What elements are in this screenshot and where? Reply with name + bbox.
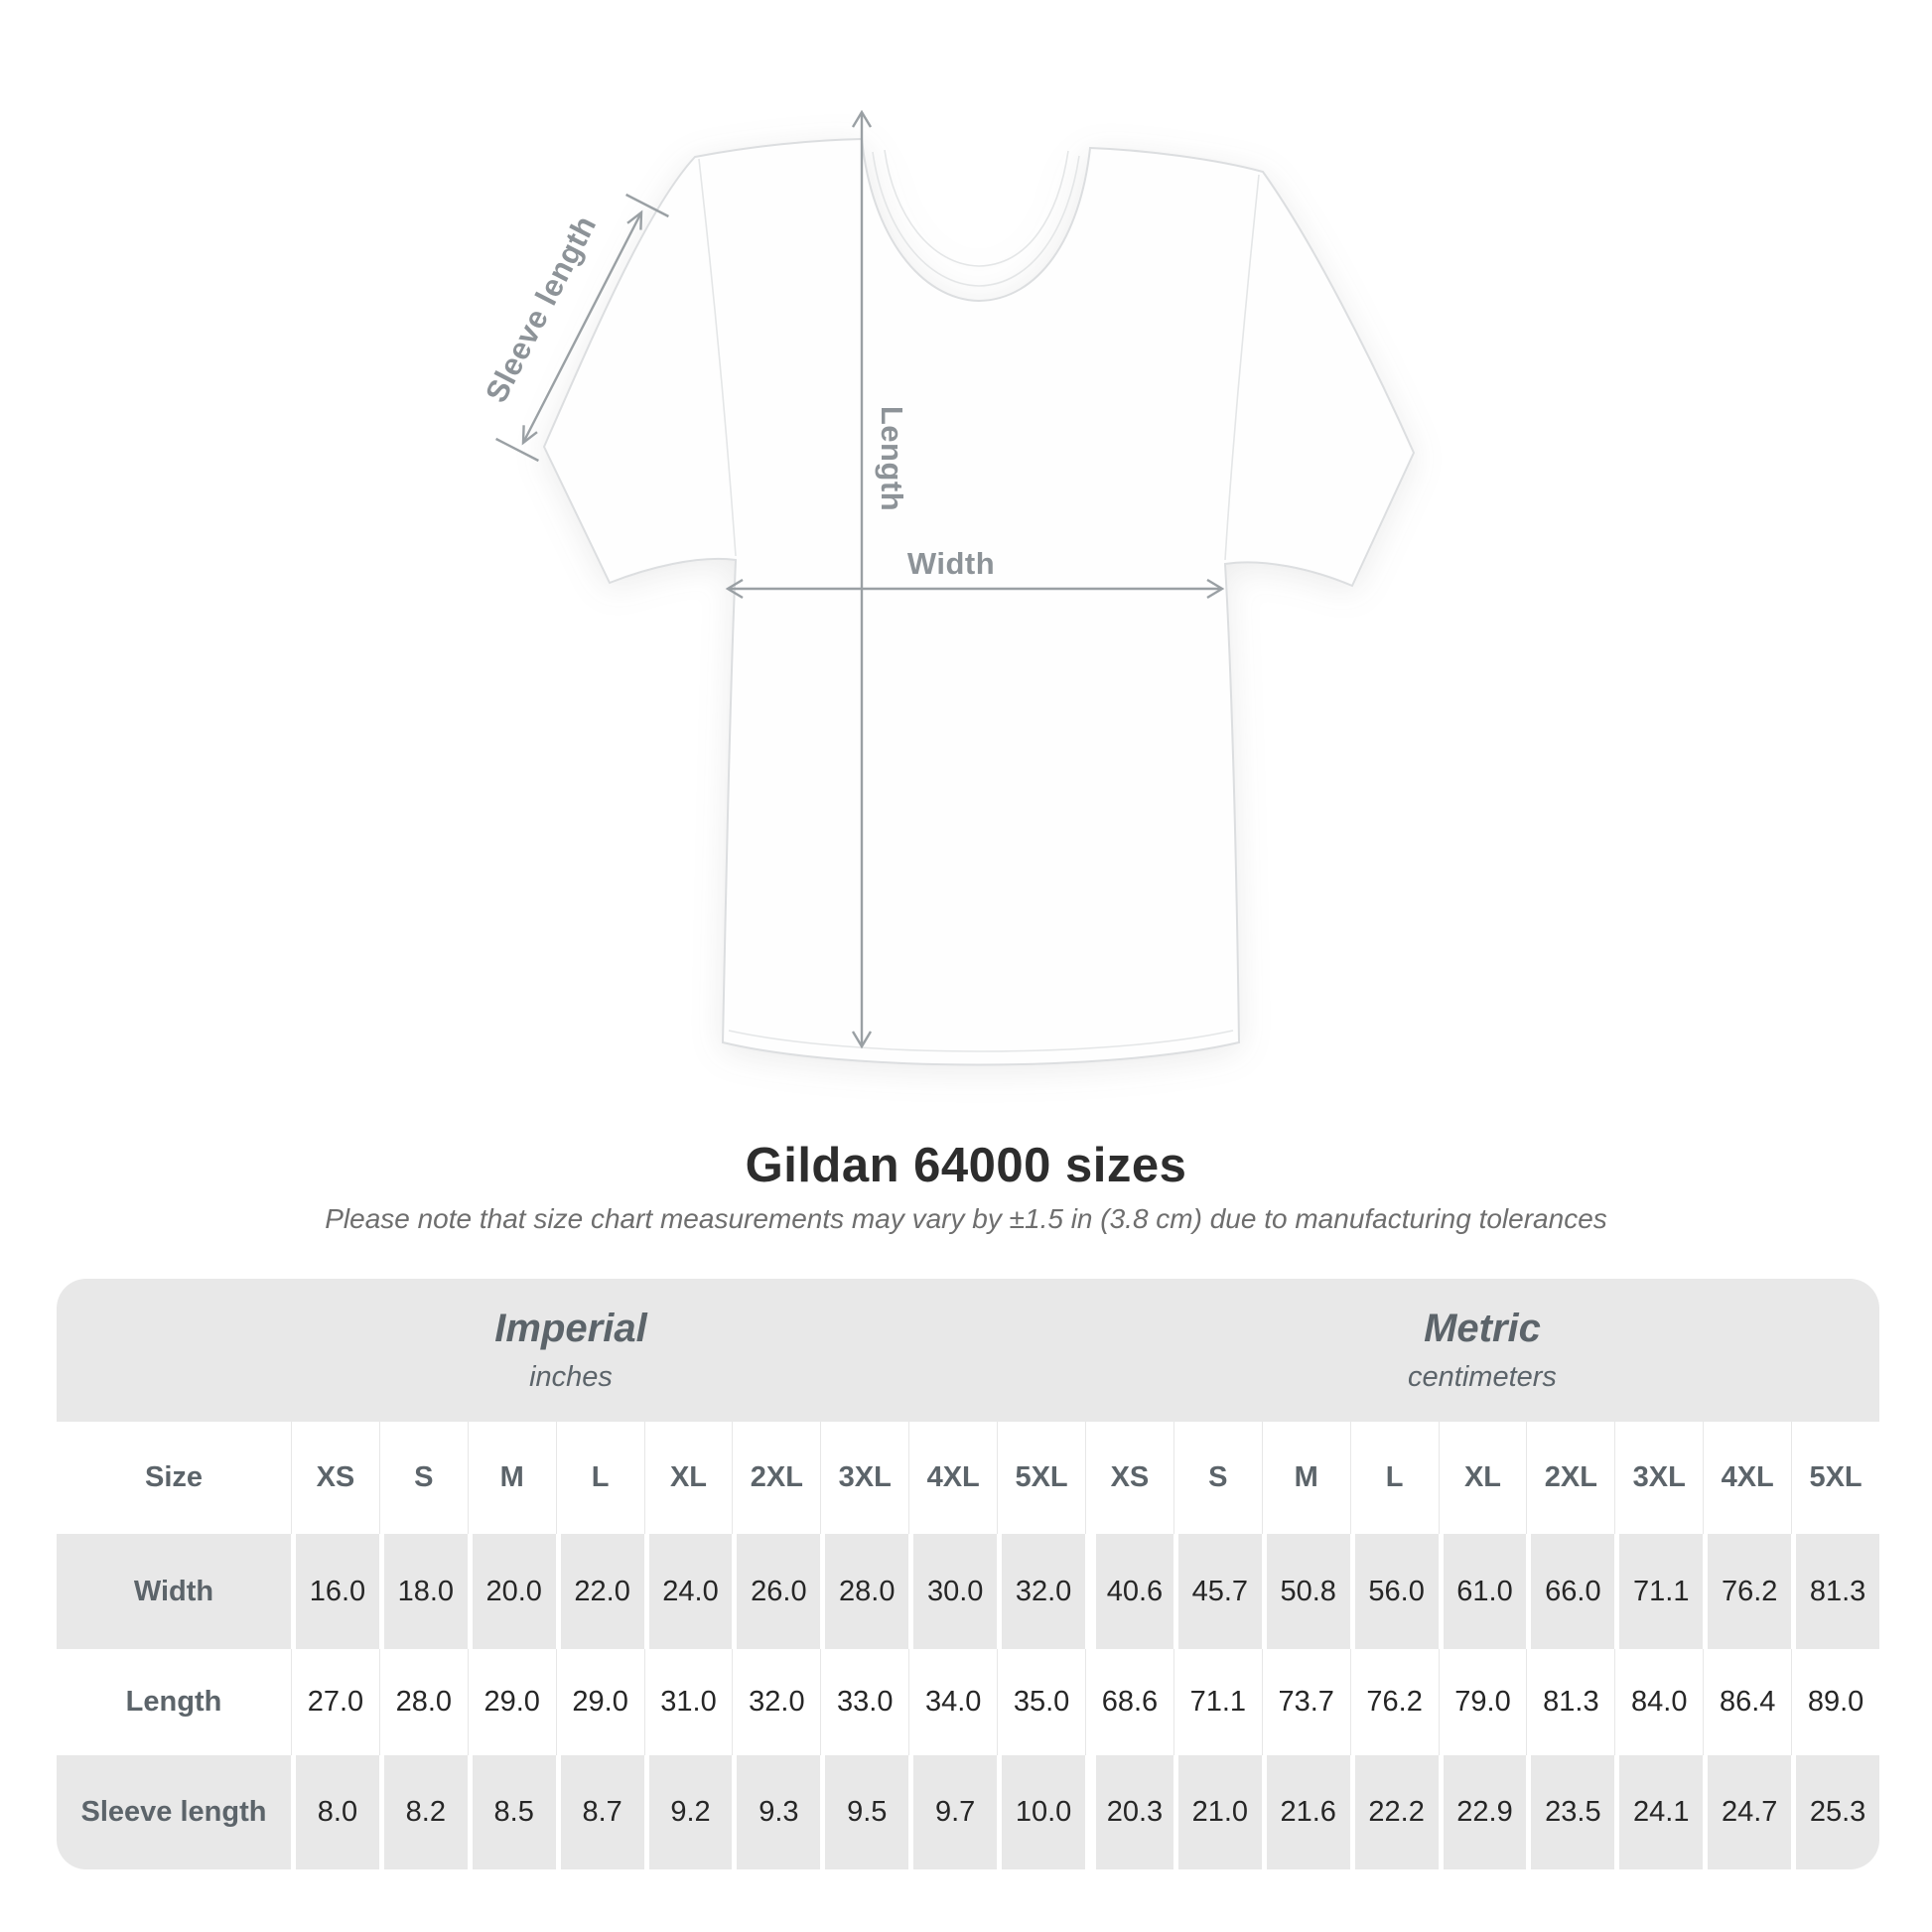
sleeve-length-row	[57, 1755, 1879, 1869]
measurement-cell: 20.3	[1085, 1755, 1173, 1869]
size-header-cell: 3XL	[1614, 1422, 1703, 1534]
measurement-cell: 35.0	[997, 1649, 1085, 1755]
measurement-cell: 61.0	[1439, 1534, 1527, 1649]
measurement-cell: 23.5	[1526, 1755, 1614, 1869]
measurement-cell: 50.8	[1262, 1534, 1350, 1649]
size-header-cell: 5XL	[1791, 1422, 1879, 1534]
measurement-cell: 8.5	[468, 1755, 556, 1869]
tshirt-illustration	[544, 139, 1414, 1065]
measurement-cell: 9.2	[644, 1755, 733, 1869]
metric-unit-group	[1085, 1279, 1879, 1422]
measurement-cell: 9.5	[820, 1755, 908, 1869]
measurement-cell: 8.7	[556, 1755, 644, 1869]
size-header-row	[57, 1422, 1879, 1534]
size-header-cell: 4XL	[1703, 1422, 1791, 1534]
width-label: Width	[906, 546, 996, 581]
measurement-cell: 9.3	[732, 1755, 820, 1869]
measurement-cell: 25.3	[1791, 1755, 1879, 1869]
imperial-unit-group	[57, 1279, 1085, 1422]
size-header-cell: M	[1262, 1422, 1350, 1534]
size-column-header: Size	[57, 1422, 291, 1534]
measurement-cell: 76.2	[1350, 1649, 1439, 1755]
measurement-cell: 84.0	[1614, 1649, 1703, 1755]
metric-unit-label: centimeters	[1408, 1361, 1557, 1393]
measurement-cell: 8.2	[379, 1755, 468, 1869]
size-table	[57, 1279, 1879, 1869]
collar-ribbing-line	[885, 150, 1068, 266]
size-header-cell: 5XL	[997, 1422, 1085, 1534]
measurement-cell: 32.0	[732, 1649, 820, 1755]
tolerance-note: Please note that size chart measurements may vary by ±1.5 in (3.8 cm) due to manufacturing tolerances	[325, 1203, 1607, 1234]
measurement-cell: 66.0	[1526, 1534, 1614, 1649]
size-header-cell: L	[556, 1422, 644, 1534]
metric-heading: Metric	[1424, 1307, 1541, 1350]
measurement-cell: 8.0	[291, 1755, 379, 1869]
measurement-cell: 40.6	[1085, 1534, 1173, 1649]
measurement-cell: 76.2	[1703, 1534, 1791, 1649]
measurement-cell: 10.0	[997, 1755, 1085, 1869]
measurement-cell: 86.4	[1703, 1649, 1791, 1755]
measurement-cell: 34.0	[908, 1649, 997, 1755]
measurement-cell: 56.0	[1350, 1534, 1439, 1649]
size-header-cell: 3XL	[820, 1422, 908, 1534]
imperial-unit-label: inches	[529, 1361, 613, 1393]
measurement-cell: 45.7	[1173, 1534, 1262, 1649]
measurement-cell: 21.6	[1262, 1755, 1350, 1869]
measurement-cell: 26.0	[732, 1534, 820, 1649]
sleeve-length-label: Sleeve length	[478, 209, 604, 408]
measurement-cell: 68.6	[1085, 1649, 1173, 1755]
measurement-cell: 89.0	[1791, 1649, 1879, 1755]
size-header-cell: S	[379, 1422, 468, 1534]
measurement-cell: 81.3	[1526, 1649, 1614, 1755]
measurement-cell: 24.0	[644, 1534, 733, 1649]
measurement-cell: 18.0	[379, 1534, 468, 1649]
measurement-cell: 31.0	[644, 1649, 733, 1755]
size-header-cell: M	[468, 1422, 556, 1534]
size-header-cell: L	[1350, 1422, 1439, 1534]
row-label: Sleeve length	[57, 1755, 291, 1869]
measurement-cell: 22.9	[1439, 1755, 1527, 1869]
size-header-cell: XS	[1085, 1422, 1173, 1534]
measurement-cell: 22.2	[1350, 1755, 1439, 1869]
measurement-cell: 29.0	[556, 1649, 644, 1755]
size-header-cell: XS	[291, 1422, 379, 1534]
length-row	[57, 1649, 1879, 1755]
length-label: Length	[875, 405, 909, 512]
measurement-cell: 9.7	[908, 1755, 997, 1869]
size-header-cell: 4XL	[908, 1422, 997, 1534]
measurement-cell: 28.0	[379, 1649, 468, 1755]
measurement-cell: 24.1	[1614, 1755, 1703, 1869]
measurement-cell: 22.0	[556, 1534, 644, 1649]
size-header-cell: 2XL	[1526, 1422, 1614, 1534]
measurement-cell: 21.0	[1173, 1755, 1262, 1869]
measurement-cell: 27.0	[291, 1649, 379, 1755]
page-title: Gildan 64000 sizes	[745, 1139, 1187, 1192]
measurement-cell: 33.0	[820, 1649, 908, 1755]
imperial-heading: Imperial	[494, 1307, 647, 1350]
size-header-cell: S	[1173, 1422, 1262, 1534]
unit-header-band	[57, 1279, 1879, 1422]
measurement-cell: 20.0	[468, 1534, 556, 1649]
tshirt-body	[544, 139, 1414, 1065]
size-header-cell: 2XL	[732, 1422, 820, 1534]
width-row	[57, 1534, 1879, 1649]
measurement-cell: 30.0	[908, 1534, 997, 1649]
measurement-cell: 32.0	[997, 1534, 1085, 1649]
measurement-cell: 81.3	[1791, 1534, 1879, 1649]
measurement-cell: 16.0	[291, 1534, 379, 1649]
size-header-cell: XL	[1439, 1422, 1527, 1534]
measurement-cell: 79.0	[1439, 1649, 1527, 1755]
measurement-cell: 71.1	[1614, 1534, 1703, 1649]
measurement-cell: 73.7	[1262, 1649, 1350, 1755]
measurement-cell: 28.0	[820, 1534, 908, 1649]
row-label: Length	[57, 1649, 291, 1755]
measurement-cell: 29.0	[468, 1649, 556, 1755]
size-header-cell: XL	[644, 1422, 733, 1534]
measurement-cell: 71.1	[1173, 1649, 1262, 1755]
measurement-cell: 24.7	[1703, 1755, 1791, 1869]
row-label: Width	[57, 1534, 291, 1649]
